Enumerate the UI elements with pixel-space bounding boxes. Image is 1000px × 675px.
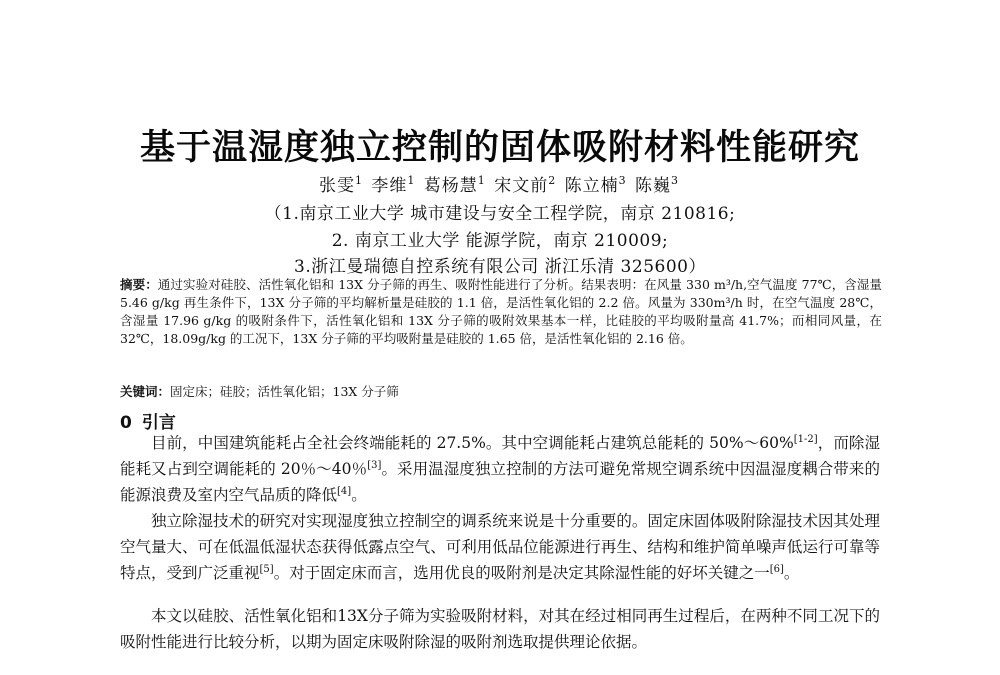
paragraph-text: 。采用温湿度独立控制的方法可避免常规空调系统中因温湿度耦合带来的能源浪费及室内空气品质的降低	[120, 460, 880, 504]
author-affiliation-mark: 1	[354, 174, 363, 188]
keywords	[120, 383, 882, 401]
citation-ref: [4]	[337, 485, 352, 497]
citation-ref: [5]	[259, 563, 274, 575]
paragraph-2	[120, 508, 880, 586]
affiliation-1: （1.南京工业大学 城市建设与安全工程学院，南京 210816;	[264, 204, 736, 224]
author-name: 宋文前	[494, 176, 549, 196]
author-affiliation-mark: 3	[618, 174, 627, 188]
affiliation-3: 3.浙江曼瑞德自控系统有限公司 浙江乐清 325600）	[294, 257, 706, 277]
paragraph-text: 本文以硅胶、活性氧化铝和13X分子筛为实验吸附材料，对其在经过相同再生过程后，在两种不同工况下的吸附性能进行比较分析，以期为固定床吸附除湿的吸附剂选取提供理论依据。	[120, 607, 880, 651]
keywords-label: 关键词：	[120, 384, 171, 399]
abstract-label: 摘要：	[120, 277, 158, 292]
paragraph-text: 目前，中国建筑能耗占全社会终端能耗的 27.5%。其中空调能耗占建筑总能耗的 50%～60%	[151, 434, 794, 452]
paragraph-text: 。	[783, 564, 800, 582]
keywords-text: 固定床；硅胶；活性氧化铝；13X 分子筛	[170, 384, 399, 399]
section-title: 引言	[141, 413, 176, 433]
citation-ref: [1-2]	[793, 433, 818, 445]
paragraph-3	[120, 603, 880, 655]
author-name: 葛杨慧	[423, 176, 478, 196]
paragraph-text: 独立除湿技术的研究对实现湿度独立控制空的调系统来说是十分重要的。固定床固体吸附除湿技术因其处理空气量大、可在低温低湿状态获得低露点空气、可利用低品位能源进行再生、结构和维护简单噪声低运行可靠等特点，受到广泛重视	[120, 512, 880, 582]
paragraph-text: ，而除湿能耗又占到空调能耗的 20％～40％	[120, 434, 880, 478]
author-name: 张雯	[318, 176, 355, 196]
paper-title: 基于温湿度独立控制的固体吸附材料性能研究	[139, 128, 860, 168]
citation-ref: [6]	[769, 563, 784, 575]
author-list	[0, 171, 1000, 196]
paragraph-1	[120, 430, 880, 508]
author-affiliation-mark: 1	[407, 174, 416, 188]
author-affiliation-mark: 1	[477, 174, 486, 188]
abstract-text: 通过实验对硅胶、活性氧化铝和 13X 分子筛的再生、吸附性能进行了分析。结果表明：在风量 330 m³/h,空气温度 77℃，含湿量 5.46 g/kg 再生条件下，13X 分子筛的平均解析量是硅胶的 1.1 倍，是活性氧化铝的 2.2 倍。风量为 330m³/h 时，在空气温度 28℃，含湿量 17.96 g/kg 的吸附条件下，活性氧化铝和 13X 分子筛的吸附效果基本一样，比硅胶的平均吸附量高 41.7%；而相同风量，在 32℃，18.09g/kg 的工况下，13X 分子筛的平均吸附量是硅胶的 1.65 倍，是活性氧化铝的 2.16 倍。	[120, 277, 882, 346]
author-affiliation-mark: 3	[671, 174, 680, 188]
citation-ref: [3]	[367, 459, 382, 471]
author-name: 陈巍	[635, 176, 672, 196]
abstract	[120, 276, 882, 348]
paragraph-text: 。对于固定床而言，选用优良的吸附剂是决定其除湿性能的好坏关键之一	[273, 564, 770, 582]
author-name: 陈立楠	[564, 176, 619, 196]
author-affiliation-mark: 2	[548, 174, 557, 188]
affiliation-2: 2. 南京工业大学 能源学院，南京 210009;	[331, 231, 669, 251]
author-name: 李维	[371, 176, 408, 196]
section-number: 0	[120, 413, 132, 433]
paragraph-text: 。	[351, 486, 367, 504]
